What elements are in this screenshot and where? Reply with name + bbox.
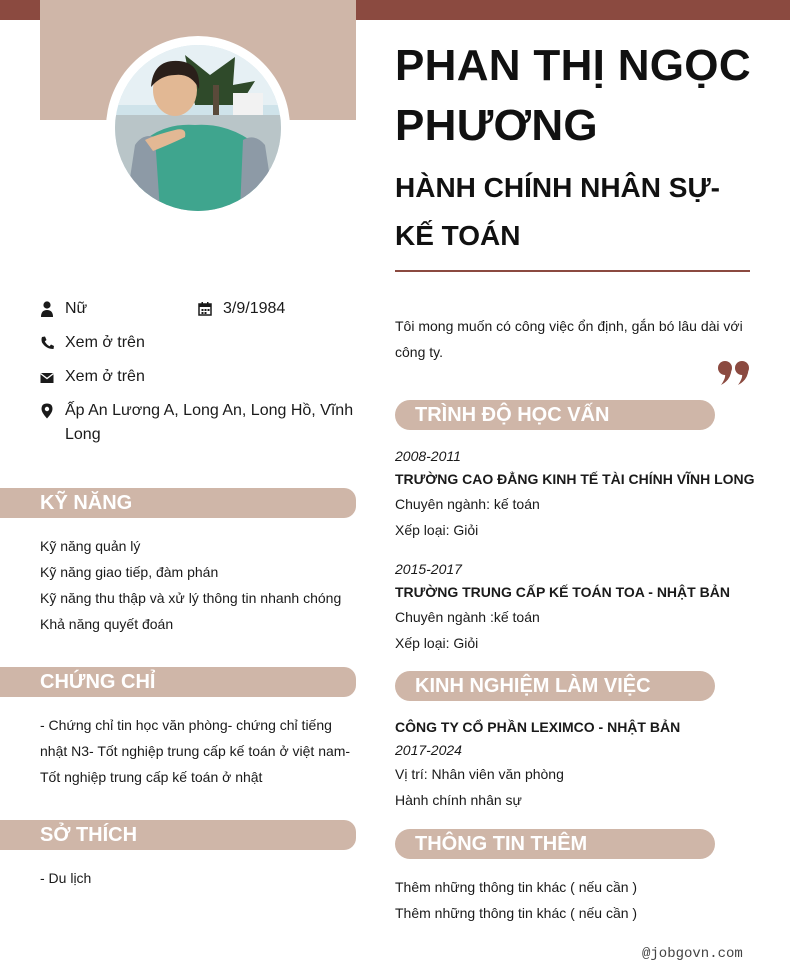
gender-item	[40, 297, 190, 321]
user-icon	[40, 301, 54, 317]
phone-value: Xem ở trên	[65, 334, 145, 351]
experience-heading: KINH NGHIỆM LÀM VIỆC	[415, 675, 651, 697]
address-item	[40, 399, 356, 447]
skills-heading-bar	[0, 488, 356, 518]
job-title: HÀNH CHÍNH NHÂN SỰ- KẾ TOÁN	[395, 172, 720, 251]
company-name: CÔNG TY CỔ PHẦN LEXIMCO - NHẬT BẢN	[395, 719, 681, 735]
envelope-icon	[40, 369, 54, 385]
skills-heading: KỸ NĂNG	[40, 492, 133, 514]
education-grade: Xếp loại: Giỏi	[395, 522, 479, 538]
school-name: TRƯỜNG TRUNG CẤP KẾ TOÁN TOA - NHẬT BẢN	[395, 584, 730, 600]
education-period: 2008-2011	[395, 448, 461, 464]
experience-period: 2017-2024	[395, 742, 462, 758]
education-major: Chuyên ngành: kế toán	[395, 496, 540, 512]
list-item: Kỹ năng quản lý	[40, 538, 141, 554]
school-name: TRƯỜNG CAO ĐẲNG KINH TẾ TÀI CHÍNH VĨNH LONG	[395, 471, 755, 487]
extra-line: Thêm những thông tin khác ( nếu cần )	[395, 879, 638, 895]
certificates-heading: CHỨNG CHỈ	[40, 671, 156, 693]
list-item: Kỹ năng giao tiếp, đàm phán	[40, 564, 219, 580]
quote-icon	[717, 360, 751, 391]
email-item	[40, 365, 356, 389]
extra-heading: THÔNG TIN THÊM	[415, 833, 588, 855]
avatar	[106, 36, 290, 220]
footer-watermark: @jobgovn.com	[642, 946, 743, 962]
education-entry	[395, 558, 755, 656]
hobbies-text: - Du lịch	[40, 870, 92, 886]
experience-entry	[395, 715, 755, 813]
education-entry	[395, 445, 755, 543]
extra-info	[395, 874, 755, 926]
map-pin-icon	[40, 403, 54, 419]
title-divider	[395, 270, 750, 272]
skills-list	[40, 533, 356, 637]
education-heading-pill	[395, 400, 715, 430]
calendar-icon	[198, 301, 212, 317]
phone-icon	[40, 335, 54, 351]
certificates-text: - Chứng chỉ tin học văn phòng- chứng chỉ tiếng nhật N3- Tốt nghiệp trung cấp kế toán ở việt nam- Tốt nghiệp trung cấp kế toán ở nhật	[40, 717, 351, 785]
list-item: Khả năng quyết đoán	[40, 616, 174, 632]
education-heading: TRÌNH ĐỘ HỌC VẤN	[415, 404, 610, 426]
certificates-heading-bar	[0, 667, 356, 697]
list-item: Kỹ năng thu thập và xử lý thông tin nhanh chóng	[40, 590, 342, 606]
birthdate-value: 3/9/1984	[223, 300, 286, 317]
career-objective: Tôi mong muốn có công việc ổn định, gắn bó lâu dài với công ty.	[395, 318, 743, 360]
hobbies-heading-bar	[0, 820, 356, 850]
hobbies-heading: SỞ THÍCH	[40, 824, 138, 846]
birthdate-item	[198, 297, 358, 321]
experience-position: Vị trí: Nhân viên văn phòng	[395, 766, 564, 782]
education-major: Chuyên ngành :kế toán	[395, 609, 540, 625]
email-value: Xem ở trên	[65, 368, 145, 385]
extra-line: Thêm những thông tin khác ( nếu cần )	[395, 905, 638, 921]
education-grade: Xếp loại: Giỏi	[395, 635, 479, 651]
phone-item	[40, 331, 356, 355]
experience-heading-pill	[395, 671, 715, 701]
experience-duty: Hành chính nhân sự	[395, 792, 522, 808]
education-period: 2015-2017	[395, 561, 462, 577]
gender-value: Nữ	[65, 300, 88, 317]
extra-heading-pill	[395, 829, 715, 859]
candidate-name: PHAN THỊ NGỌC PHƯƠNG	[395, 41, 751, 150]
address-value: Ấp An Lương A, Long An, Long Hồ, Vĩnh Long	[65, 402, 354, 443]
